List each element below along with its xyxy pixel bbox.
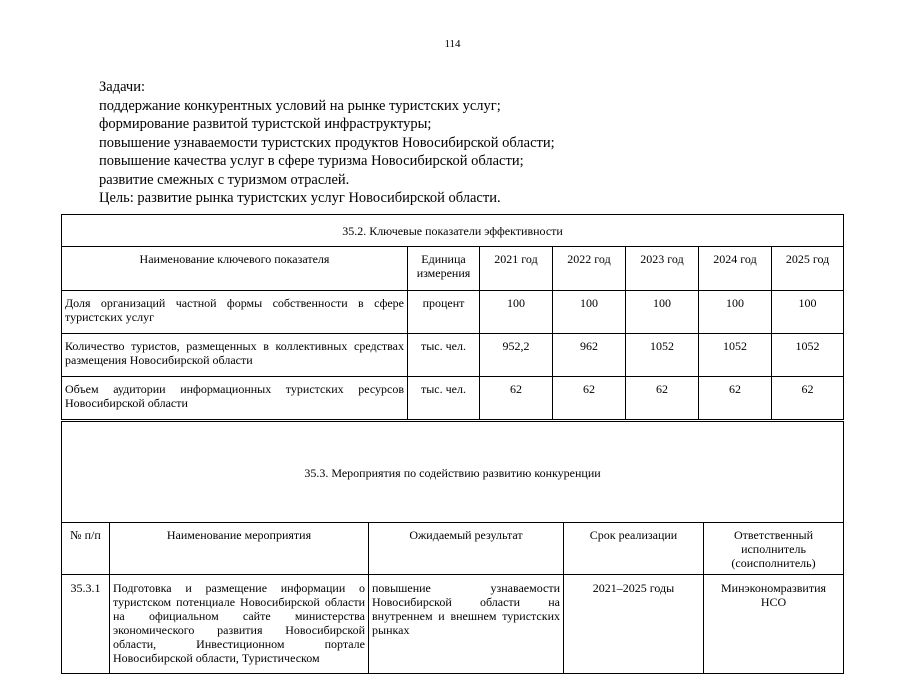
measures-table-header-row: [62, 523, 844, 575]
measures-table-caption: 35.3. Мероприятия по содействию развитию конкуренции: [62, 422, 844, 523]
column-header: Наименование ключевого показателя: [62, 247, 408, 291]
indicator-value: 62: [553, 377, 626, 420]
column-header: Срок реализации: [564, 523, 704, 575]
column-header: 2024 год: [699, 247, 772, 291]
indicator-value: 1052: [626, 334, 699, 377]
indicator-value: 62: [480, 377, 553, 420]
task-line: повышение узнаваемости туристских продуктов Новосибирской области;: [99, 134, 555, 151]
measure-term: 2021–2025 годы: [564, 575, 704, 674]
indicator-name: Количество туристов, размещенных в коллективных средствах размещения Новосибирской области: [62, 334, 408, 377]
indicator-name: Объем аудитории информационных туристских ресурсов Новосибирской области: [62, 377, 408, 420]
kpi-table-header-row: [62, 247, 844, 291]
column-header: Ответственный исполнитель (соисполнитель): [704, 523, 844, 575]
indicator-value: 100: [699, 291, 772, 334]
kpi-table: [61, 214, 844, 420]
page-number: 114: [444, 38, 461, 50]
column-header: Единица измерения: [408, 247, 480, 291]
measure-responsible: Минэкономразвития НСО: [704, 575, 844, 674]
kpi-table-caption: 35.2. Ключевые показатели эффективности: [62, 215, 844, 247]
intro-text: [99, 78, 819, 208]
table-row: [62, 334, 844, 377]
table-row: [62, 575, 844, 674]
indicator-value: 62: [772, 377, 844, 420]
indicator-unit: процент: [408, 291, 480, 334]
measure-result: повышение узнаваемости Новосибирской области на внутреннем и внешнем туристских рынках: [369, 575, 564, 674]
column-header: 2025 год: [772, 247, 844, 291]
table-row: [62, 377, 844, 420]
indicator-unit: тыс. чел.: [408, 334, 480, 377]
indicator-name: Доля организаций частной формы собственности в сфере туристских услуг: [62, 291, 408, 334]
measure-number: 35.3.1: [62, 575, 110, 674]
indicator-value: 962: [553, 334, 626, 377]
indicator-value: 100: [772, 291, 844, 334]
column-header: 2023 год: [626, 247, 699, 291]
indicator-value: 1052: [699, 334, 772, 377]
indicator-value: 952,2: [480, 334, 553, 377]
column-header: 2021 год: [480, 247, 553, 291]
task-line: формирование развитой туристской инфраструктуры;: [99, 116, 432, 132]
column-header: Наименование мероприятия: [110, 523, 369, 575]
indicator-value: 100: [480, 291, 553, 334]
table-row: [62, 291, 844, 334]
column-header: № п/п: [62, 523, 110, 575]
indicator-value: 62: [626, 377, 699, 420]
tasks-heading: Задачи:: [99, 79, 146, 95]
indicator-value: 62: [699, 377, 772, 420]
indicator-value: 1052: [772, 334, 844, 377]
indicator-value: 100: [553, 291, 626, 334]
goal-line: Цель: развитие рынка туристских услуг Новосибирской области.: [99, 190, 501, 206]
indicator-value: 100: [626, 291, 699, 334]
measure-name: Подготовка и размещение информации о туристском потенциале Новосибирской области на официальном сайте министерства экономического развития Новосибирской области, Инвестиционном портале Новосибирской области, Туристическом: [110, 575, 369, 674]
task-line: развитие смежных с туризмом отраслей.: [99, 171, 350, 188]
column-header: 2022 год: [553, 247, 626, 291]
measures-table: [61, 421, 844, 674]
column-header: Ожидаемый результат: [369, 523, 564, 575]
task-line: повышение качества услуг в сфере туризма Новосибирской области;: [99, 153, 524, 169]
indicator-unit: тыс. чел.: [408, 377, 480, 420]
task-line: поддержание конкурентных условий на рынке туристских услуг;: [99, 97, 501, 114]
